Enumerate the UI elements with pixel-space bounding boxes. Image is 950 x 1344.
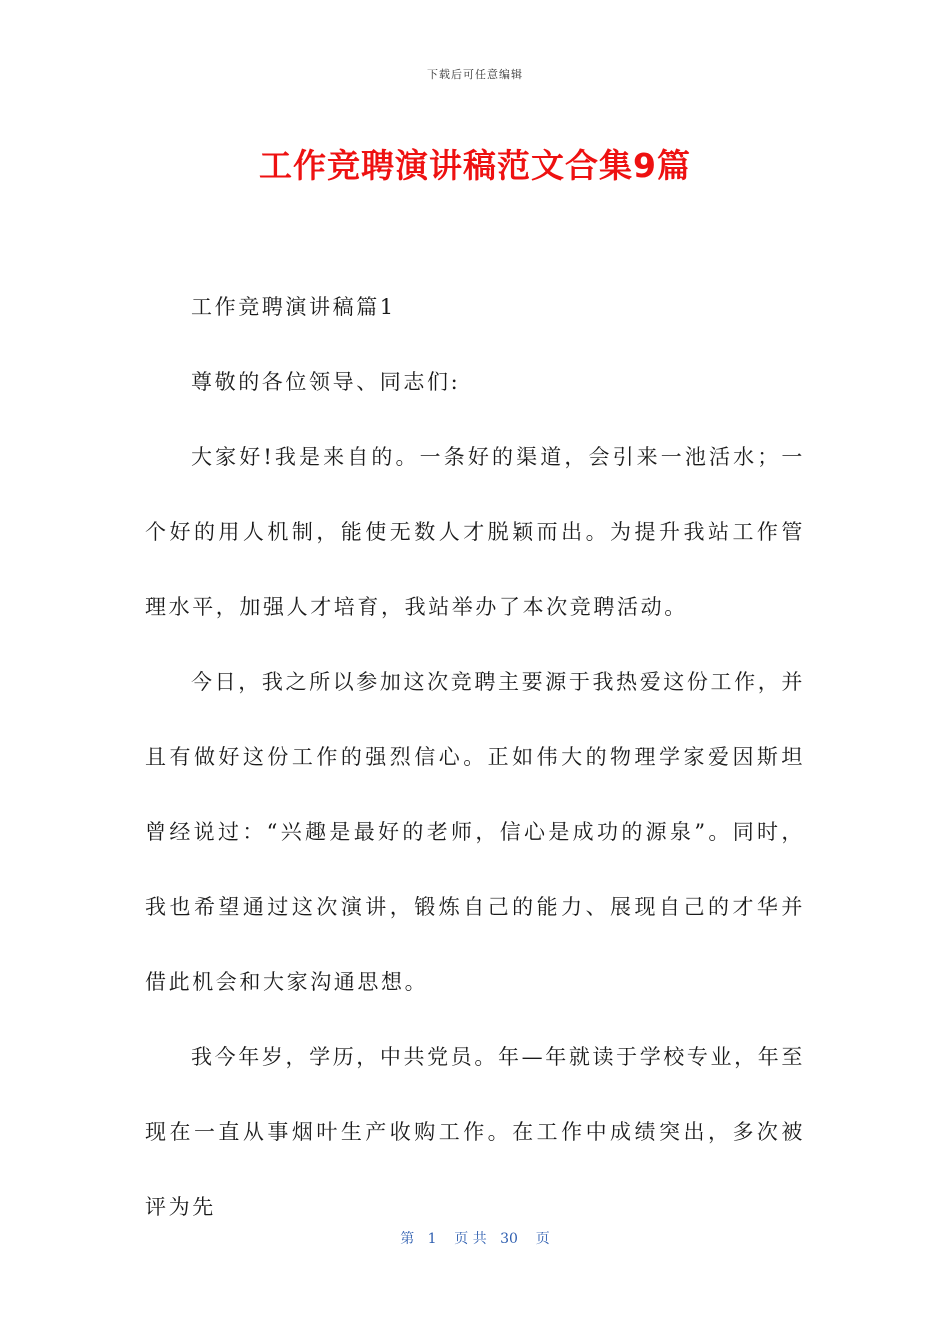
salutation: 尊敬的各位领导、同志们: xyxy=(191,370,461,394)
document-body xyxy=(145,270,805,1245)
body-paragraph: 我今年岁，学历，中共党员。年—年就读于学校专业，年至现在一直从事烟叶生产收购工作。在工作中成绩突出，多次被评为先 xyxy=(145,1045,805,1219)
body-paragraph: 今日，我之所以参加这次竞聘主要源于我热爱这份工作，并且有做好这份工作的强烈信心。正如伟大的物理学家爱因斯坦曾经说过：“兴趣是最好的老师，信心是成功的源泉”。同时，我也希望通过这次演讲，锻炼自己的能力、展现自己的才华并借此机会和大家沟通思想。 xyxy=(145,670,805,994)
document-title: 工作竞聘演讲稿范文合集9篇 xyxy=(259,146,691,185)
page-number-footer: 第 1 页 共 30 页 xyxy=(400,1231,550,1247)
header-note: 下载后可任意编辑 xyxy=(427,68,523,81)
section-heading: 工作竞聘演讲稿篇1 xyxy=(191,295,396,319)
body-paragraph: 大家好!我是来自的。一条好的渠道，会引来一池活水；一个好的用人机制，能使无数人才脱颖而出。为提升我站工作管理水平，加强人才培育，我站举办了本次竞聘活动。 xyxy=(145,445,805,619)
